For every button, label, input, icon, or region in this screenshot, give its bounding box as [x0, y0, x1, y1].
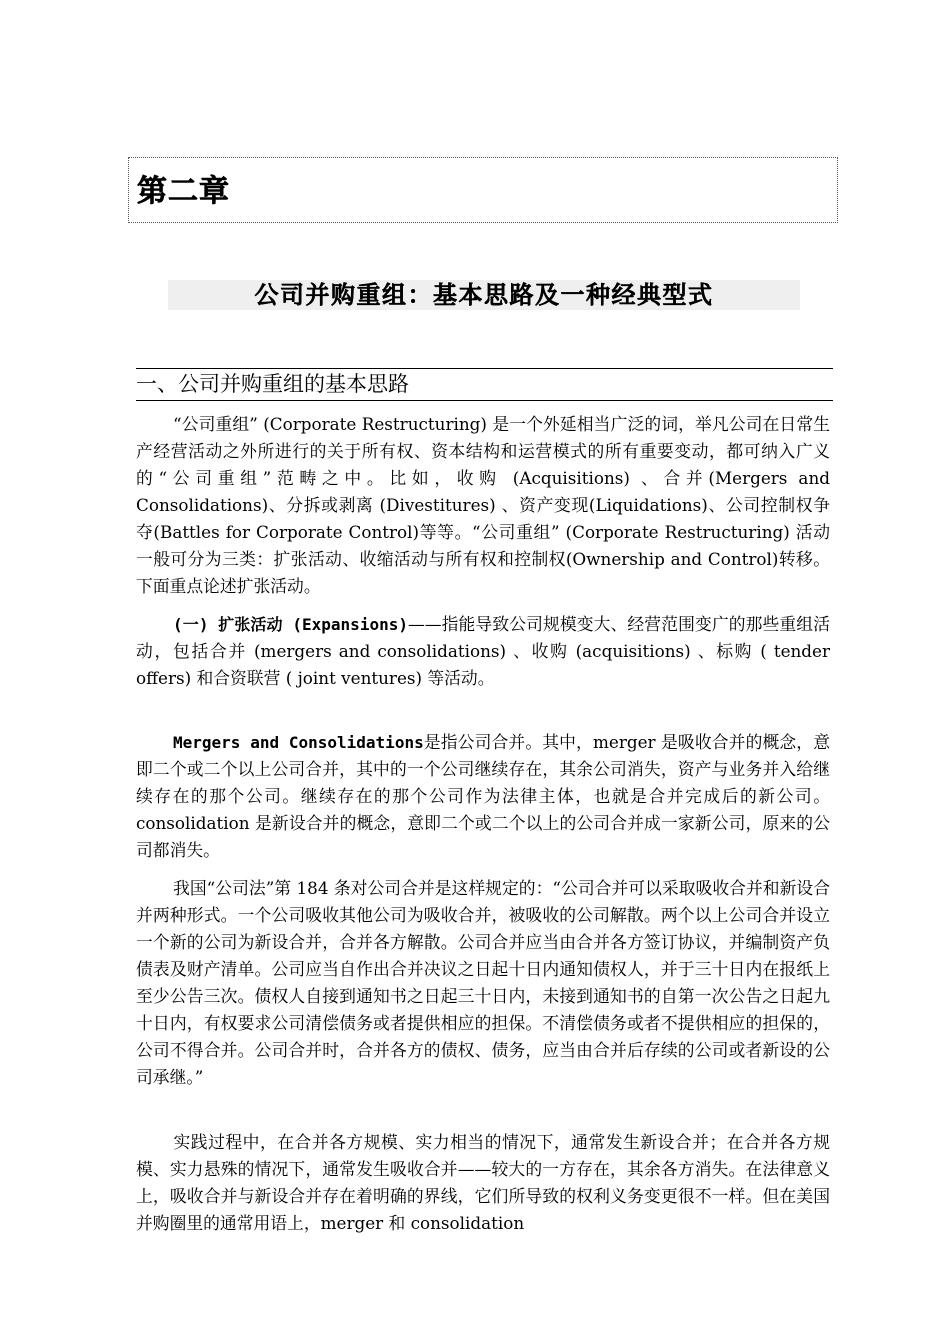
- paragraph-2-lead: (一) 扩张活动 (Expansions): [173, 615, 408, 634]
- heading-rule-bottom: [136, 400, 833, 401]
- paragraph-3: [136, 729, 830, 864]
- section-title-highlight: [168, 280, 800, 310]
- paragraph-4: [136, 875, 830, 1091]
- paragraph-3-lead: Mergers and Consolidations: [173, 733, 424, 752]
- paragraph-1: [136, 411, 830, 600]
- paragraph-5-text: 实践过程中，在合并各方规模、实力相当的情况下，通常发生新设合并；在合并各方规模、实力悬殊的情况下，通常发生吸收合并——较大的一方存在，其余各方消失。在法律意义上，吸收合并与新设合并存在着明确的界线，它们所导致的权利义务变更很不一样。但在美国并购圈里的通常用语上，merger 和 consolidation: [136, 1132, 830, 1233]
- paragraph-2-text: ——指能导致公司规模变大、经营范围变广的那些重组活动，包括合并 (mergers and consolidations) 、收购 (acquisitions) 、标购 ( tender offers) 和合资联营 ( joint ventures) 等活动。: [136, 614, 830, 688]
- paragraph-3-text: 是指公司合并。其中，merger 是吸收合并的概念，意即二个或二个以上公司合并，其中的一个公司继续存在，其余公司消失，资产与业务并入给继续存在的那个公司。继续存在的那个公司作为法律主体，也就是合并完成后的新公司。consolidation 是新设合并的概念，意即二个或二个以上的公司合并成一家新公司，原来的公司都消失。: [136, 732, 830, 860]
- heading-1: 一、公司并购重组的基本思路: [136, 372, 409, 396]
- section-title: 公司并购重组：基本思路及一种经典型式: [254, 281, 714, 309]
- paragraph-2: [136, 611, 830, 692]
- chapter-title-box: [128, 157, 838, 223]
- paragraph-5: [136, 1129, 830, 1237]
- chapter-title: 第二章: [137, 174, 230, 209]
- paragraph-1-text: “公司重组” (Corporate Restructuring) 是一个外延相当广泛的词，举凡公司在日常生产经营活动之外所进行的关于所有权、资本结构和运营模式的所有重要变动，都可纳入广义的“公司重组”范畴之中。比如，收购 (Acquisitions) 、合并(Mergers and Consolidations)、分拆或剥离 (Divestitures) 、资产变现(Liquidations)、公司控制权争夺(Battles for Corporate Control)等等。“公司重组” (Corporate Restructuring) 活动一般可分为三类：扩张活动、收缩活动与所有权和控制权(Ownership and Control)转移。下面重点论述扩张活动。: [136, 414, 830, 596]
- paragraph-4-text: 我国“公司法”第 184 条对公司合并是这样规定的：“公司合并可以采取吸收合并和新设合并两种形式。一个公司吸收其他公司为吸收合并，被吸收的公司解散。两个以上公司合并设立一个新的公司为新设合并，合并各方解散。公司合并应当由合并各方签订协议，并编制资产负债表及财产清单。公司应当自作出合并决议之日起十日内通知债权人，并于三十日内在报纸上至少公告三次。债权人自接到通知书之日起三十日内，未接到通知书的自第一次公告之日起九十日内，有权要求公司清偿债务或者提供相应的担保。不清偿债务或者不提供相应的担保的，公司不得合并。公司合并时，合并各方的债权、债务，应当由合并后存续的公司或者新设的公司承继。”: [136, 878, 830, 1087]
